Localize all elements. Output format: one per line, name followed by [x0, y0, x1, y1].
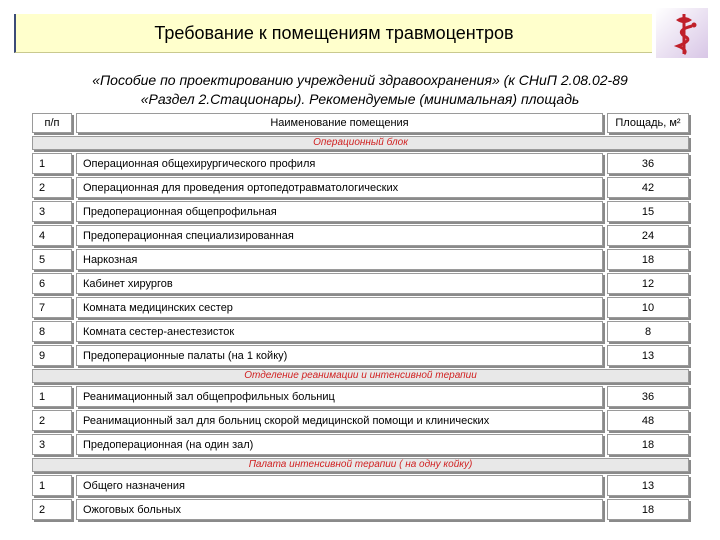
caduceus-icon: [654, 6, 710, 60]
table-row: [32, 410, 689, 431]
table-row: [32, 201, 689, 222]
subtitle-line-1: «Пособие по проектированию учреждений здравоохранения» (к СНиП 2.08.02-89: [92, 72, 628, 88]
row-area: 13: [607, 475, 689, 496]
row-area: 8: [607, 321, 689, 342]
row-num: 1: [32, 386, 72, 407]
table-row: [32, 434, 689, 455]
row-num: 8: [32, 321, 72, 342]
row-name: Общего назначения: [76, 475, 603, 496]
row-name: Ожоговых больных: [76, 499, 603, 520]
section-row: [32, 136, 689, 150]
row-name: Реанимационный зал для больниц скорой медицинской помощи и клинических: [76, 410, 603, 431]
row-area: 18: [607, 499, 689, 520]
row-name: Кабинет хирургов: [76, 273, 603, 294]
row-num: 9: [32, 345, 72, 366]
row-area: 36: [607, 386, 689, 407]
section-row: [32, 369, 689, 383]
row-area: 24: [607, 225, 689, 246]
row-area: 13: [607, 345, 689, 366]
row-name: Предоперационные палаты (на 1 койку): [76, 345, 603, 366]
row-num: 6: [32, 273, 72, 294]
header-area: Площадь, м²: [607, 113, 689, 133]
row-num: 1: [32, 153, 72, 174]
section-title: Отделение реанимации и интенсивной терапии: [32, 369, 689, 383]
section-title: Палата интенсивной терапии ( на одну койку): [32, 458, 689, 472]
table-row: [32, 273, 689, 294]
row-num: 3: [32, 201, 72, 222]
table-row: [32, 153, 689, 174]
row-num: 1: [32, 475, 72, 496]
row-area: 48: [607, 410, 689, 431]
table-row: [32, 499, 689, 520]
row-num: 7: [32, 297, 72, 318]
table-row: [32, 475, 689, 496]
row-num: 3: [32, 434, 72, 455]
row-num: 2: [32, 410, 72, 431]
table-row: [32, 321, 689, 342]
table-header-row: [32, 113, 689, 133]
page-title: Требование к помещениям травмоцентров: [154, 23, 514, 43]
row-area: 18: [607, 434, 689, 455]
rooms-table: [28, 110, 693, 523]
row-area: 42: [607, 177, 689, 198]
table-row: [32, 249, 689, 270]
row-area: 36: [607, 153, 689, 174]
row-area: 12: [607, 273, 689, 294]
row-num: 5: [32, 249, 72, 270]
row-num: 4: [32, 225, 72, 246]
row-name: Предоперационная (на один зал): [76, 434, 603, 455]
row-name: Комната медицинских сестер: [76, 297, 603, 318]
table-row: [32, 345, 689, 366]
row-area: 15: [607, 201, 689, 222]
section-title: Операционный блок: [32, 136, 689, 150]
header-name: Наименование помещения: [76, 113, 603, 133]
row-name: Комната сестер-анестезисток: [76, 321, 603, 342]
row-num: 2: [32, 499, 72, 520]
table-row: [32, 297, 689, 318]
row-name: Предоперационная общепрофильная: [76, 201, 603, 222]
title-bar: [14, 14, 652, 53]
row-area: 10: [607, 297, 689, 318]
section-row: [32, 458, 689, 472]
row-num: 2: [32, 177, 72, 198]
row-name: Операционная общехирургического профиля: [76, 153, 603, 174]
row-name: Наркозная: [76, 249, 603, 270]
row-name: Реанимационный зал общепрофильных больниц: [76, 386, 603, 407]
subtitle-line-2: «Раздел 2.Стационары). Рекомендуемые (минимальная) площадь: [140, 91, 580, 107]
header-num: п/п: [32, 113, 72, 133]
row-name: Операционная для проведения ортопедотравматологических: [76, 177, 603, 198]
row-area: 18: [607, 249, 689, 270]
table-row: [32, 177, 689, 198]
row-name: Предоперационная специализированная: [76, 225, 603, 246]
table-row: [32, 386, 689, 407]
table-row: [32, 225, 689, 246]
